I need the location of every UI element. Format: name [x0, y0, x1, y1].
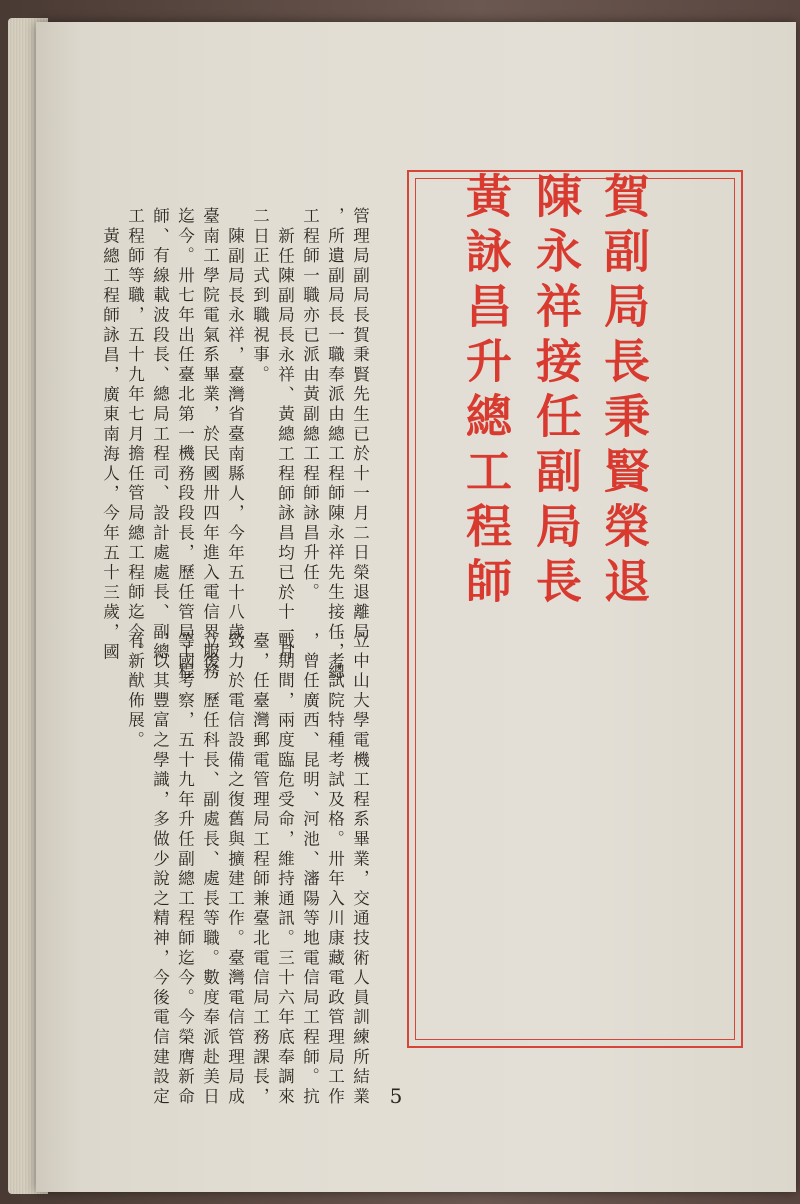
body-column: ，所遺副局長一職奉派由總工程師陳永祥先生接任，總 [325, 207, 345, 683]
body-column: 有新猷佈展。 [125, 632, 145, 751]
body-column: 工程師等職，五十九年七月擔任管局總工程師迄今。 [125, 207, 145, 663]
page-number: 5 [389, 1084, 403, 1108]
body-column: 立後，歷任科長、副處長、處長等職。數度奉派赴美日 [200, 632, 220, 1108]
title-line-1: 賀副局長秉賢榮退 [597, 172, 651, 612]
book-page [36, 22, 796, 1192]
body-column: 立中山大學電機工程系畢業，交通技術人員訓練所結業 [350, 632, 370, 1108]
body-column: 黃總工程師詠昌，廣東南海人，今年五十三歲，國 [100, 227, 120, 663]
body-column: ，以其豐富之學識，多做少說之精神，今後電信建設定 [150, 632, 170, 1108]
body-column: 二日正式到職視事。 [250, 207, 270, 386]
body-column: 戰期間，兩度臨危受命，維持通訊。三十六年底奉調來 [275, 632, 295, 1108]
body-column: ，曾任廣西、昆明、河池、瀋陽等地電信局工程師。抗 [300, 632, 320, 1108]
body-column: 迄今。卅七年出任臺北第一機務段段長，歷任管局工程 [175, 207, 195, 683]
title-line-2: 陳永祥接任副局長 [529, 172, 583, 612]
body-column: 師、有線載波段長、總局工程司、設計處處長、副總 [150, 207, 170, 663]
body-column: 陳副局長永祥，臺灣省臺南縣人，今年五十八歲， [225, 227, 245, 663]
body-column: 管理局副局長賀秉賢先生已於十一月二日榮退離局 [350, 207, 370, 643]
body-column: 臺，任臺灣郵電管理局工程師兼臺北電信局工務課長， [250, 632, 270, 1108]
body-column: 臺南工學院電氣系畢業，於民國卅四年進入電信界服務 [200, 207, 220, 683]
title-line-3: 黃詠昌升總工程師 [459, 172, 513, 612]
body-column: 工程師一職亦已派由黃副總工程師詠昌升任。 [300, 207, 320, 603]
body-column: ，考試院特種考試及格。卅年入川康藏電政管理局工作 [325, 632, 345, 1108]
body-column: 致力於電信設備之復舊與擴建工作。臺灣電信管理局成 [225, 632, 245, 1108]
body-column: 新任陳副局長永祥、黃總工程師詠昌均已於十一月 [275, 227, 295, 663]
body-column: 等國考察，五十九年升任副總工程師迄今。今榮膺新命 [175, 632, 195, 1108]
